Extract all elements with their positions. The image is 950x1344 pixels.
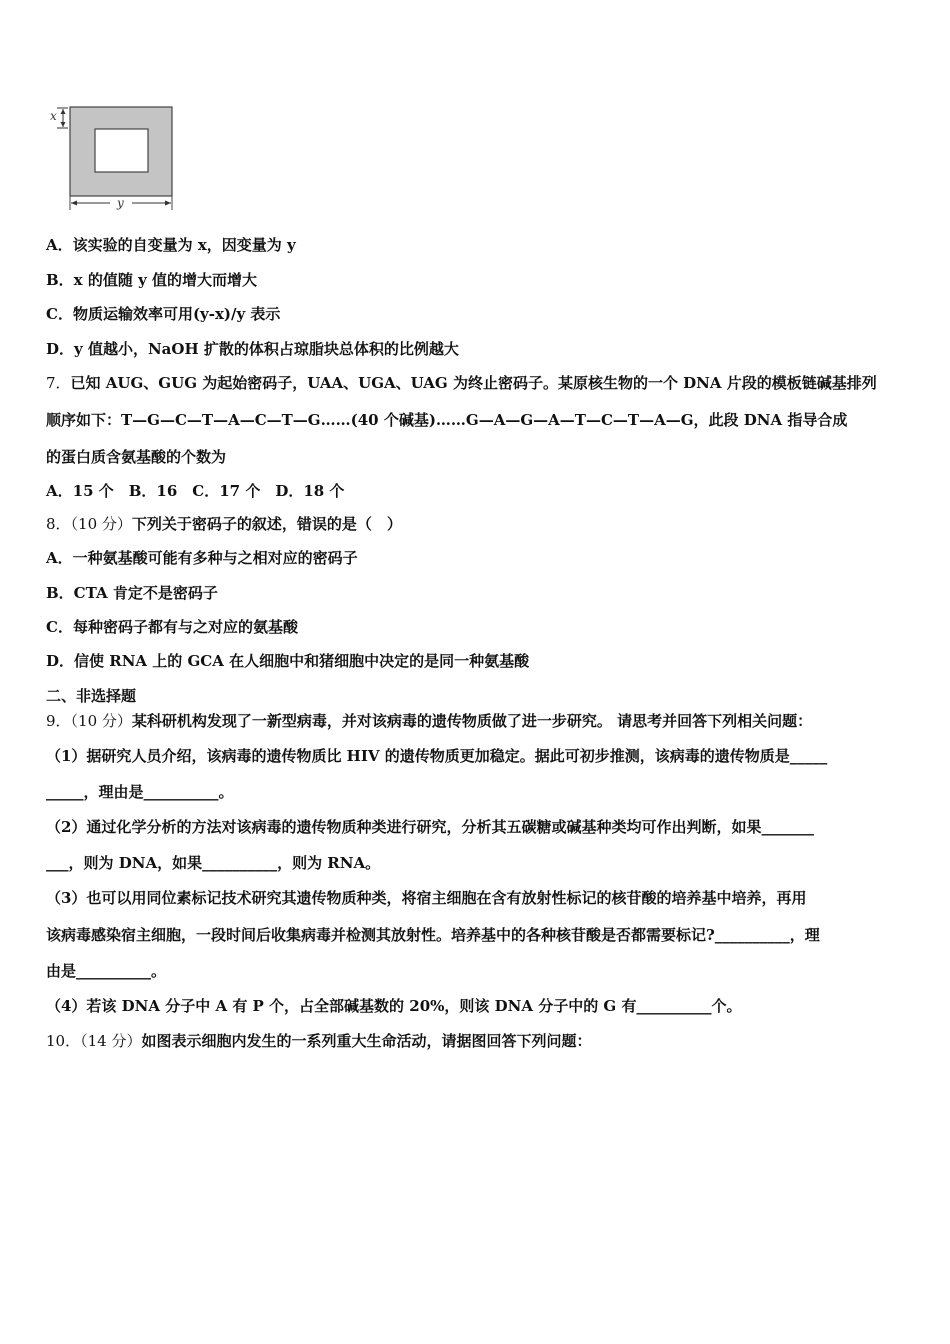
q6-option-b: B．x 的值随 y 值的增大而增大 <box>46 271 258 289</box>
q9-part1-line2: _____，理由是__________。 <box>46 783 234 801</box>
q9-score: （10 分） <box>70 712 132 730</box>
section2-title: 二、非选择题 <box>46 687 137 705</box>
q7-line3: 的蛋白质含氨基酸的个数为 <box>46 448 227 466</box>
q9-part4: （4）若该 DNA 分子中 A 有 P 个，占全部碱基数的 20%，则该 DNA 分子中的 G 有__________个。 <box>46 997 742 1015</box>
q7-line1 <box>46 373 877 393</box>
q6-option-a: A．该实验的自变量为 x，因变量为 y <box>46 236 296 254</box>
agar-block-inner <box>95 129 148 172</box>
q7-line2: 顺序如下：T—G—C—T—A—C—T—G……(40 个碱基)……G—A—G—A—T—C—T—A—G，此段 DNA 指导合成 <box>46 411 848 429</box>
q6-option-c: C．物质运输效率可用(y-x)/y 表示 <box>46 305 281 323</box>
q9-number: 9． <box>46 712 71 730</box>
figure-label-y: y <box>117 196 124 210</box>
q8-stem-line <box>46 514 402 534</box>
q9-part3-line2: 该病毒感染宿主细胞，一段时间后收集病毒并检测其放射性。培养基中的各种核苷酸是否都需要标记?__________，理 <box>46 926 820 944</box>
q9-stem-line <box>46 711 812 731</box>
q8-option-a: A．一种氨基酸可能有多种与之相对应的密码子 <box>46 549 358 567</box>
q9-stem: 某科研机构发现了一新型病毒，并对该病毒的遗传物质做了进一步研究。 请思考并回答下列相关问题： <box>131 712 813 730</box>
agar-block-figure <box>48 102 178 214</box>
q7-options: A．15 个 B．16 C．17 个 D．18 个 <box>46 482 345 500</box>
q10-stem: 如图表示细胞内发生的一系列重大生命活动，请据图回答下列问题： <box>141 1032 592 1050</box>
q8-score: （10 分） <box>70 515 132 533</box>
q8-stem: 下列关于密码子的叙述，错误的是（ ） <box>131 515 402 533</box>
q7-text-line1: 已知 AUG、GUG 为起始密码子，UAA、UGA、UAG 为终止密码子。某原核生物的一个 DNA 片段的模板链碱基排列 <box>70 374 877 392</box>
q10-score: （14 分） <box>80 1032 142 1050</box>
q7-number: 7． <box>46 374 71 392</box>
q8-option-c: C．每种密码子都有与之对应的氨基酸 <box>46 618 298 636</box>
q9-part2-line1: （2）通过化学分析的方法对该病毒的遗传物质种类进行研究，分析其五碳糖或碱基种类均可作出判断，如果_______ <box>46 818 814 836</box>
q9-part1-line1: （1）据研究人员介绍，该病毒的遗传物质比 HIV 的遗传物质更加稳定。据此可初步推测，该病毒的遗传物质是_____ <box>46 747 828 765</box>
q10-stem-line <box>46 1031 591 1051</box>
q9-part3-line1: （3）也可以用同位素标记技术研究其遗传物质种类，将宿主细胞在含有放射性标记的核苷酸的培养基中培养，再用 <box>46 889 807 907</box>
q9-part3-line3: 由是__________。 <box>46 962 167 980</box>
q6-option-d: D．y 值越小，NaOH 扩散的体积占琼脂块总体积的比例越大 <box>46 340 459 358</box>
q10-number: 10． <box>46 1032 81 1050</box>
q8-number: 8． <box>46 515 71 533</box>
q8-option-d: D．信使 RNA 上的 GCA 在人细胞中和猪细胞中决定的是同一种氨基酸 <box>46 652 530 670</box>
figure-label-x: x <box>50 109 57 123</box>
q9-part2-line2: ___，则为 DNA，如果__________，则为 RNA。 <box>46 854 381 872</box>
q8-option-b: B．CTA 肯定不是密码子 <box>46 584 218 602</box>
